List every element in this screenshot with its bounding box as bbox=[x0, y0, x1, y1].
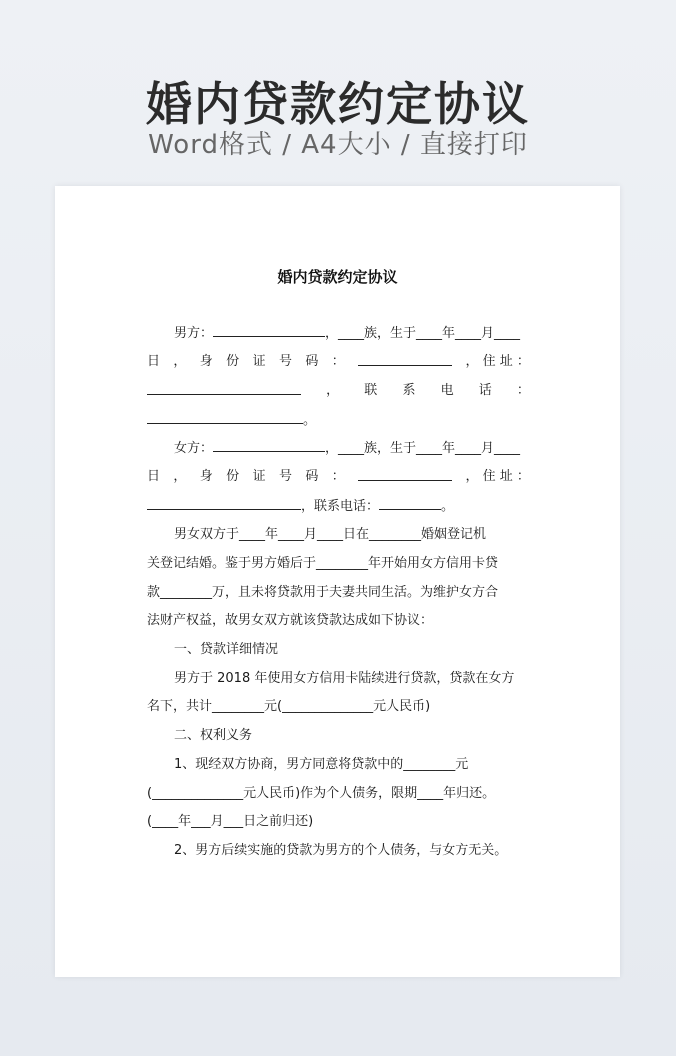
para-1-line-1: 男女双方于____年____月____日在________婚姻登记机 bbox=[174, 527, 487, 542]
female-line-3 bbox=[147, 496, 530, 517]
period-text: 。 bbox=[303, 413, 317, 428]
female-phone-blank bbox=[379, 496, 441, 510]
id-char: 身 bbox=[199, 469, 213, 484]
section-1-line-2: 名下，共计________元(______________元人民币) bbox=[147, 699, 431, 714]
para-1-line-3: 款________万，且未将贷款用于夫妻共同生活。为维护女方合 bbox=[147, 585, 499, 600]
phone-inline-label: ，联系电话： bbox=[301, 499, 380, 514]
male-name-blank bbox=[213, 323, 325, 337]
male-line-4 bbox=[147, 410, 530, 431]
section-1-line-1: 男方于 2018 年使用女方信用卡陆续进行贷款，贷款在女方 bbox=[174, 671, 515, 686]
female-name-blank bbox=[213, 438, 325, 452]
male-label: 男方： bbox=[174, 326, 214, 341]
day-text: 日 bbox=[147, 469, 161, 484]
male-ethnic-birth: ，____族，生于____年____月____ bbox=[325, 326, 521, 341]
period-text: 。 bbox=[441, 499, 455, 514]
female-line-1 bbox=[147, 438, 530, 459]
document-page bbox=[55, 186, 620, 977]
para-1-line-2: 关登记结婚。鉴于男方婚后于________年开始用女方信用卡贷 bbox=[147, 556, 499, 571]
male-line-3 bbox=[147, 381, 530, 401]
id-char: 证 bbox=[252, 354, 266, 369]
id-char: ： bbox=[331, 354, 345, 369]
phone-char: ： bbox=[516, 383, 530, 398]
address-label: ， 住 址 ： bbox=[465, 354, 530, 369]
phone-char: 电 bbox=[440, 383, 454, 398]
banner-subtitle: Word格式 / A4大小 / 直接打印 bbox=[148, 130, 528, 160]
male-line-2 bbox=[147, 352, 530, 372]
section-2-line-4: 2、男方后续实施的贷款为男方的个人债务，与女方无关。 bbox=[174, 843, 508, 858]
section-2-line-1: 1、现经双方协商，男方同意将贷款中的________元 bbox=[174, 757, 469, 772]
para-1-line-4: 法财产权益，故男女双方就该贷款达成如下协议： bbox=[147, 613, 434, 628]
id-char: 身 bbox=[199, 354, 213, 369]
female-label: 女方： bbox=[174, 441, 214, 456]
male-phone-blank bbox=[147, 410, 303, 424]
phone-char: 话 bbox=[478, 383, 492, 398]
comma-text: ， bbox=[173, 354, 187, 369]
banner-title: 婚内贷款约定协议 bbox=[146, 77, 530, 131]
female-line-2 bbox=[147, 467, 530, 487]
id-char: 证 bbox=[252, 469, 266, 484]
phone-char: 系 bbox=[402, 383, 416, 398]
id-char: 号 bbox=[278, 354, 292, 369]
comma-text: ， bbox=[173, 469, 187, 484]
section-2-line-2: (______________元人民币)作为个人债务，限期____年归还。 bbox=[147, 786, 496, 801]
id-char: 码 bbox=[305, 469, 319, 484]
document-title: 婚内贷款约定协议 bbox=[277, 268, 398, 286]
id-char: ： bbox=[331, 469, 345, 484]
female-ethnic-birth: ，____族，生于____年____月____ bbox=[325, 441, 521, 456]
female-address-blank bbox=[147, 496, 301, 510]
section-1-heading: 一、贷款详细情况 bbox=[174, 642, 279, 657]
male-id-blank bbox=[358, 352, 452, 366]
id-char: 份 bbox=[226, 354, 240, 369]
section-2-heading: 二、权利义务 bbox=[174, 728, 253, 743]
section-2-line-3: (____年___月___日之前归还) bbox=[147, 814, 314, 829]
male-line-1 bbox=[147, 323, 530, 344]
id-char: 号 bbox=[278, 469, 292, 484]
id-char: 码 bbox=[305, 354, 319, 369]
phone-char: ， bbox=[326, 383, 340, 398]
male-address-blank bbox=[147, 381, 301, 395]
phone-char: 联 bbox=[364, 383, 378, 398]
id-char: 份 bbox=[226, 469, 240, 484]
address-label: ， 住 址 ： bbox=[465, 469, 530, 484]
female-id-blank bbox=[358, 467, 452, 481]
day-text: 日 bbox=[147, 354, 161, 369]
